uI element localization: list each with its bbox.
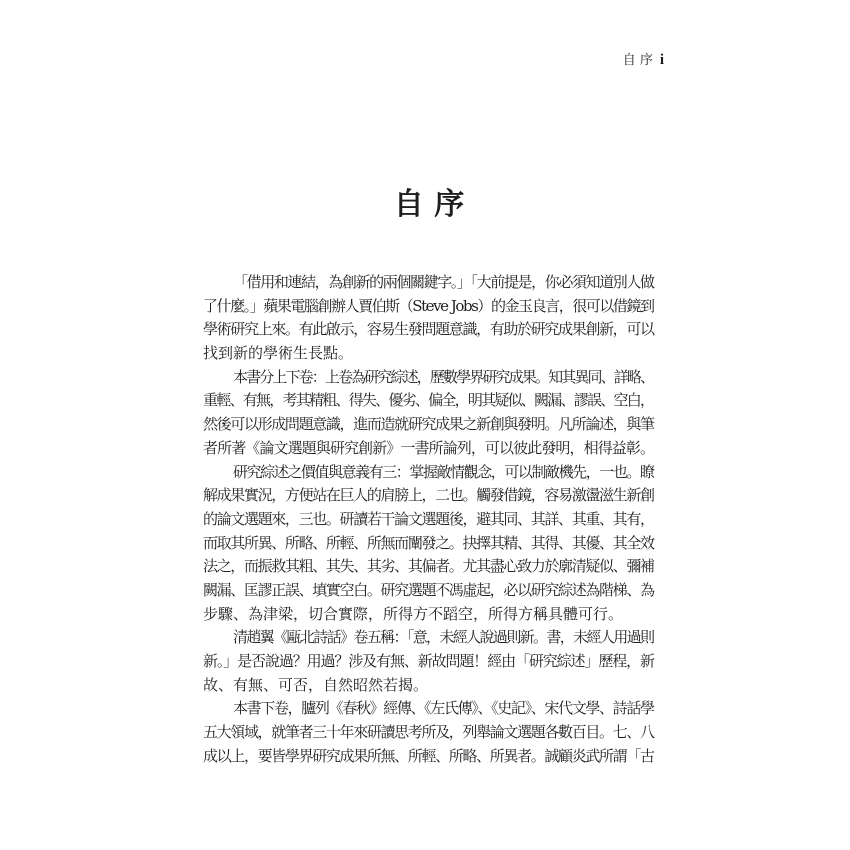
line-text: 本書下卷，臚列《春秋》經傳、《左氏傳》、《史記》、宋代文學、詩話學 [233, 699, 654, 718]
page-number: i [659, 52, 664, 68]
line-text: 的論文選題來，三也。研讀若干論文選題後，避其同、其詳、其重、其有， [203, 509, 654, 528]
running-header [604, 50, 664, 71]
line-text: 新。」是否說過？用過？涉及有無、新故問題！經由「研究綜述」歷程，新 [203, 652, 654, 670]
line-text: 者所著《論文選題與研究創新》一書所論列，可以彼此發明，相得益彰。 [203, 438, 655, 457]
paragraph [203, 697, 655, 768]
line-text: 學術研究上來。有此啟示，容易生發問題意識，有助於研究成果創新，可以 [203, 320, 654, 339]
line-text: 法之，而振救其粗、其失、其劣、其偏者。尤其盡心致力於廓清疑似、彌補 [203, 557, 654, 576]
line-text: 闕漏、匡謬正誤、填實空白。研究選題不馮虛起，必以研究綜述為階梯、為 [203, 580, 654, 599]
text-line [203, 626, 655, 650]
line-text: 成以上，要皆學界研究成果所無、所輕、所略、所異者。誠顧炎武所謂「古 [203, 746, 654, 765]
paragraph [203, 271, 655, 366]
text-line [203, 579, 655, 603]
text-line [203, 318, 655, 342]
running-header-title: 自 序 [622, 53, 653, 68]
text-line [203, 366, 655, 390]
line-text: 故、有無、可否，自然昭然若揭。 [203, 675, 429, 694]
line-text: 研究綜述之價值與意義有三：掌握敵情觀念，可以制敵機先，一也。瞭 [233, 462, 654, 481]
text-line [203, 745, 655, 769]
page-title: 自 序 [393, 187, 465, 222]
text-line [203, 295, 655, 319]
paragraph [203, 461, 655, 627]
body-text [203, 271, 655, 768]
line-text: 然後可以形成問題意識，進而造就研究成果之新創與發明。凡所論述，與筆 [203, 415, 654, 434]
paragraph [203, 366, 655, 461]
line-text: 找到新的學術生長點。 [203, 344, 354, 363]
line-text: 五大領域，就筆者三十年來研讀思考所及，列舉論文選題各數百目。七、八 [203, 723, 654, 742]
line-text: 清趙翼《甌北詩話》卷五稱：「意，未經人說過則新。書，未經人用過則 [233, 628, 654, 647]
text-line [203, 721, 655, 745]
paragraph [203, 626, 655, 697]
text-line [203, 674, 655, 698]
line-text: 步驟、為津梁，切合實際，所得方不蹈空，所得方稱具體可行。 [203, 604, 624, 623]
line-text: 解成果實況，方便站在巨人的肩膀上，二也。觸發借鏡，容易激盪滋生新創 [203, 486, 654, 505]
text-line [203, 389, 655, 413]
line-text: 重輕、有無，考其精粗、得失、優劣、偏全，明其疑似、闕漏、謬誤、空白， [203, 391, 654, 410]
line-text: 「借用和連結，為創新的兩個關鍵字。」「大前提是，你必須知道別人做 [233, 273, 654, 291]
text-line [203, 650, 655, 674]
text-line [203, 555, 655, 579]
text-line [203, 271, 655, 295]
text-line [203, 532, 655, 556]
text-line [203, 413, 655, 437]
text-line [203, 697, 655, 721]
text-line [203, 508, 655, 532]
text-line [203, 484, 655, 508]
text-line [203, 437, 655, 461]
line-text: 了什麼。」蘋果電腦創辦人賈伯斯（Steve Jobs）的金玉良言，很可以借鏡到 [203, 296, 654, 315]
text-line [203, 342, 655, 366]
text-line [203, 461, 655, 485]
line-text: 本書分上下卷：上卷為研究綜述，歷數學界研究成果。知其異同、詳略、 [233, 367, 654, 386]
line-text: 而取其所異、所略、所輕、所無而闡發之。抉擇其精、其得、其優、其全效 [203, 533, 654, 552]
text-line [203, 603, 655, 627]
